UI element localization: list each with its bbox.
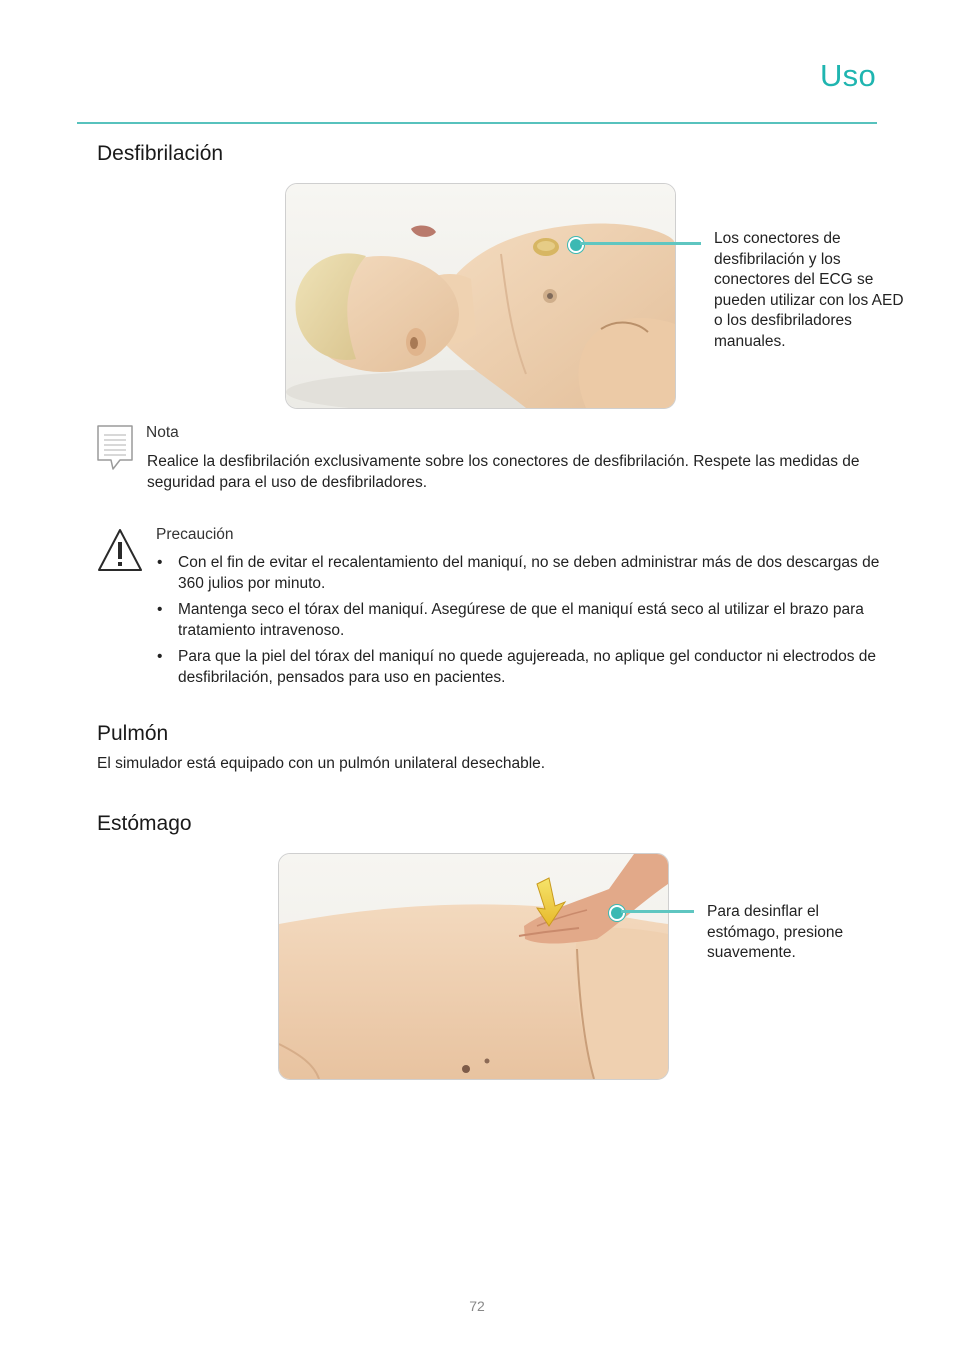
defib-callout-text: Los conectores de desfibrilación y los conectores del ECG se pueden utilizar con los AED o los desfibriladores manuales.: [714, 230, 904, 350]
stomach-callout-line: [621, 910, 694, 913]
caution-item-text: Para que la piel del tórax del maniquí no quede agujereada, no aplique gel conductor ni electrodos de desfibrilación, pensados para uso en pacientes.: [178, 648, 876, 686]
caution-item-text: Con el fin de evitar el recalentamiento del maniquí, no se deben administrar más de dos descargas de 360 julios por minuto.: [178, 554, 880, 592]
note-text: Realice la desfibrilación exclusivamente sobre los conectores de desfibrilación. Respete las medidas de seguridad para el uso de desfibriladores.: [147, 453, 860, 491]
bullet-marker: •: [157, 554, 163, 571]
lung-text: El simulador está equipado con un pulmón unilateral desechable.: [97, 755, 546, 772]
defib-callout-line: [580, 242, 701, 245]
lung-heading: Pulmón: [97, 722, 169, 745]
caution-item-text: Mantenga seco el tórax del maniquí. Asegúrese de que el maniquí está seco al utilizar el brazo para tratamiento intravenoso.: [178, 601, 864, 639]
warning-triangle-icon: [97, 527, 143, 573]
stomach-photo: [278, 853, 669, 1080]
bullet-marker: •: [157, 648, 163, 665]
stomach-heading: Estómago: [97, 812, 192, 835]
caution-item: [156, 647, 896, 688]
caution-item: [156, 553, 896, 594]
caution-item: [156, 600, 896, 641]
page-number: 72: [469, 1298, 485, 1314]
bullet-marker: •: [157, 601, 163, 618]
note-label: Nota: [146, 424, 179, 441]
defibrillation-heading: Desfibrilación: [97, 142, 224, 165]
stomach-callout-text: Para desinflar el estómago, presione suavemente.: [707, 903, 844, 961]
stomach-callout-dot: [609, 905, 625, 921]
caution-label: Precaución: [156, 526, 234, 543]
page-title: Uso: [819, 58, 876, 93]
defib-callout-dot: [568, 237, 584, 253]
header-rule: [77, 122, 877, 124]
note-icon: [96, 424, 134, 472]
caution-list: [156, 553, 896, 694]
defibrillation-photo: [285, 183, 676, 409]
